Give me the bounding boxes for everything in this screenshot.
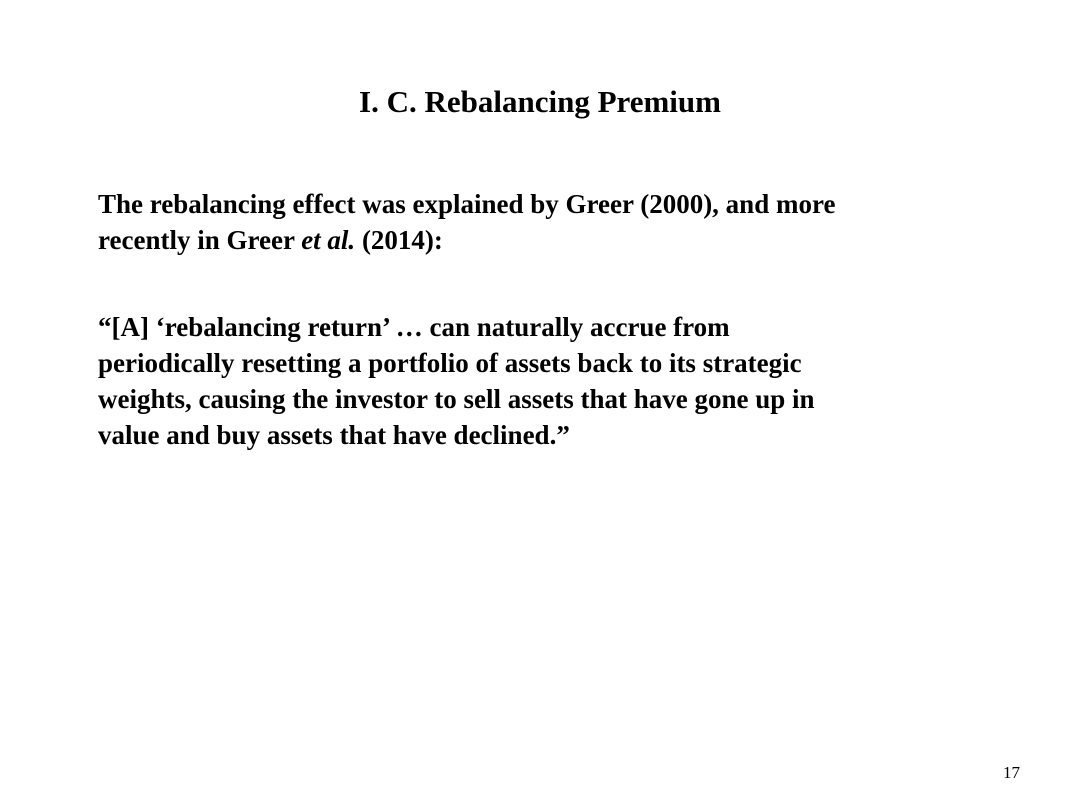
page-number: 17 [1003,763,1020,782]
quote-line: “[A] ‘rebalancing return’ … can naturally accrue from [98,312,730,342]
intro-line-2-end: (2014): [355,225,443,255]
intro-line-2-text: recently in Greer [98,225,302,255]
quote-line: weights, causing the investor to sell assets that have gone up in [98,384,815,414]
intro-paragraph [98,186,978,258]
quote-paragraph [98,309,978,453]
quote-line: periodically resetting a portfolio of assets back to its strategic [98,348,802,378]
intro-line-2-italic: et al. [301,225,356,255]
intro-line-1: The rebalancing effect was explained by Greer (2000), and more [98,189,836,219]
slide-title: I. C. Rebalancing Premium [359,84,721,119]
quote-line: value and buy assets that have declined.” [98,420,570,450]
intro-line-2 [98,222,978,258]
